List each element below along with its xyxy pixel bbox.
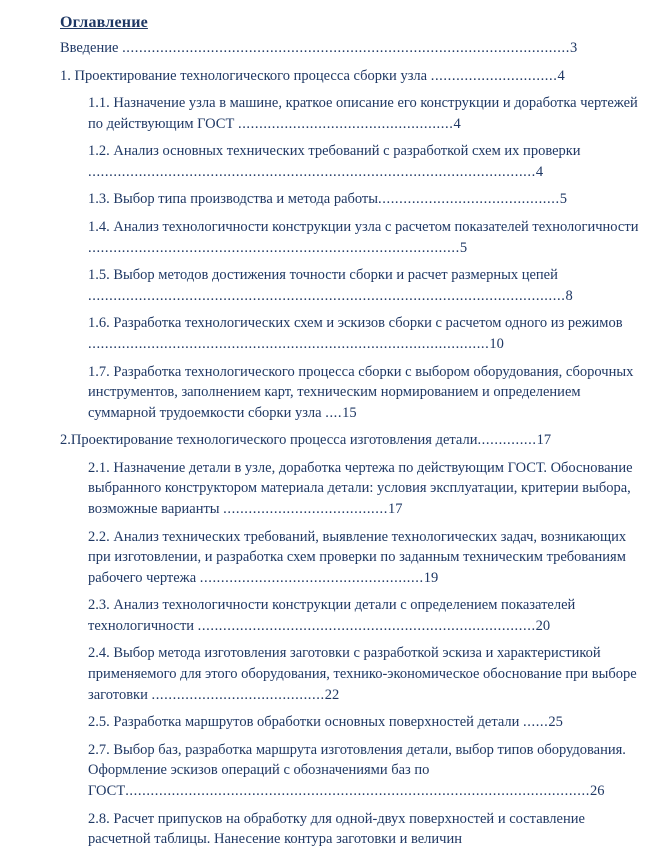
toc-entry-text: 1.5. Выбор методов достижения точности сборки и расчет размерных цепей [88, 267, 558, 284]
toc-entry-leader: ............................................................................................... [88, 335, 490, 352]
toc-entry-leader: ...... [523, 714, 549, 731]
toc-entry-page: 10 [489, 335, 504, 352]
toc-entry[interactable] [88, 458, 642, 520]
toc-entry-leader: .............. [477, 432, 537, 449]
table-of-contents [60, 38, 642, 850]
toc-entry[interactable] [88, 809, 642, 850]
toc-entry-page: 5 [559, 191, 567, 208]
toc-entry-page: 19 [423, 569, 439, 586]
toc-entry[interactable] [60, 38, 642, 59]
toc-entry-text: 2.1. Назначение детали в узле, доработка чертежа по действующим ГОСТ. Обоснование выбранного конструктором материала детали: условия эксплуатации, критерии выбора, возможные варианты [88, 459, 633, 517]
toc-entry[interactable] [88, 527, 642, 589]
toc-entry-page: 4 [557, 67, 565, 84]
toc-entry-text: Введение [60, 40, 123, 56]
toc-entry-leader: ................................................................................ [197, 617, 536, 634]
toc-entry-text: 1.2. Анализ основных технических требований с разработкой схем их проверки [88, 143, 581, 160]
toc-entry-leader: ................................................... [237, 115, 454, 132]
toc-entry-leader: .............................. [430, 67, 558, 84]
toc-entry-text: 1.3. Выбор типа производства и метода работы [88, 191, 379, 208]
toc-entry-leader: ....................................... [223, 500, 388, 517]
toc-entry-text: 2.4. Выбор метода изготовления заготовки с разработкой эскиза и характеристикой применяемого для этого оборудования, технико-экономическое обоснование при выборе заготовки [88, 645, 637, 703]
toc-entry[interactable] [88, 712, 642, 733]
toc-entry-text: 2.3. Анализ технологичности конструкции детали с определением показателей технологичности [88, 597, 576, 634]
page-title: Оглавление [60, 14, 148, 31]
toc-entry-leader: ..................................................... [199, 569, 424, 586]
toc-entry-leader: ........................................... [378, 191, 560, 208]
toc-entry-page: 17 [387, 500, 403, 517]
toc-entry[interactable] [88, 189, 642, 210]
toc-entry-leader: .......................................................................................................... [88, 163, 536, 180]
toc-entry-page: 5 [459, 239, 468, 256]
toc-entry[interactable] [88, 93, 642, 134]
toc-entry[interactable] [88, 141, 642, 182]
toc-entry-page: 26 [589, 782, 605, 799]
toc-entry-leader: ................................................................................................................. [88, 287, 566, 304]
toc-entry[interactable] [88, 595, 642, 636]
toc-entry-page: 25 [548, 714, 563, 731]
toc-entry-page: 8 [565, 287, 573, 304]
toc-entry[interactable] [88, 362, 642, 424]
toc-entry-text: 2.2. Анализ технических требований, выявление технологических задач, возникающих при изготовлении, и разработка схем проверки по заданным техническим требованиям рабочего чертежа [88, 528, 627, 586]
toc-entry-page: 20 [535, 617, 551, 634]
toc-entry-text: 2.8. Расчет припусков на обработку для одной-двух поверхностей и составление расчетной таблицы. Нанесение контура заготовки и величин [88, 810, 585, 848]
toc-entry-text: 2.7. Выбор баз, разработка маршрута изготовления детали, выбор типов оборудования. Оформление эскизов операций с обозначениями баз по ГОСТ [88, 741, 626, 799]
toc-entry[interactable] [88, 740, 642, 802]
toc-entry-page: 4 [535, 163, 544, 180]
toc-entry-text: 1.4. Анализ технологичности конструкции узла с расчетом показателей технологичности [88, 219, 639, 236]
toc-entry-leader: ........................................................................................ [88, 239, 460, 256]
toc-entry-page: 3 [569, 40, 578, 56]
toc-entry-text: 1.7. Разработка технологического процесса сборки с выбором оборудования, сборочных инструментов, заполнением карт, техническим нормированием и определением суммарной трудоемкости сборки узла [88, 363, 634, 421]
toc-entry-text: 1. Проектирование технологического процесса сборки узла [60, 67, 431, 84]
toc-entry-page: 22 [324, 686, 340, 703]
toc-entry[interactable] [60, 66, 642, 87]
toc-entry[interactable] [60, 430, 642, 451]
toc-entry-text: 2.Проектирование технологического процесса изготовления детали [60, 432, 478, 449]
toc-entry-leader: .............................................................................................................. [125, 782, 590, 799]
toc-entry[interactable] [88, 265, 642, 306]
toc-entry-page: 17 [536, 432, 552, 449]
toc-entry-leader: ......................................... [151, 686, 325, 703]
toc-entry-text: 2.5. Разработка маршрутов обработки основных поверхностей детали [88, 714, 524, 731]
toc-entry-page: 15 [342, 404, 357, 421]
toc-entry-leader: .... [325, 404, 343, 421]
toc-entry-text: 1.1. Назначение узла в машине, краткое описание его конструкции и доработка чертежей по действующим ГОСТ [88, 95, 638, 132]
toc-entry[interactable] [88, 643, 642, 705]
toc-entry[interactable] [88, 313, 642, 354]
toc-entry-text: 1.6. Разработка технологических схем и эскизов сборки с расчетом одного из режимов [88, 315, 623, 332]
toc-entry-leader: .......................................................................................................... [122, 40, 570, 56]
toc-entry-page: 4 [453, 115, 461, 132]
toc-entry[interactable] [88, 217, 642, 258]
